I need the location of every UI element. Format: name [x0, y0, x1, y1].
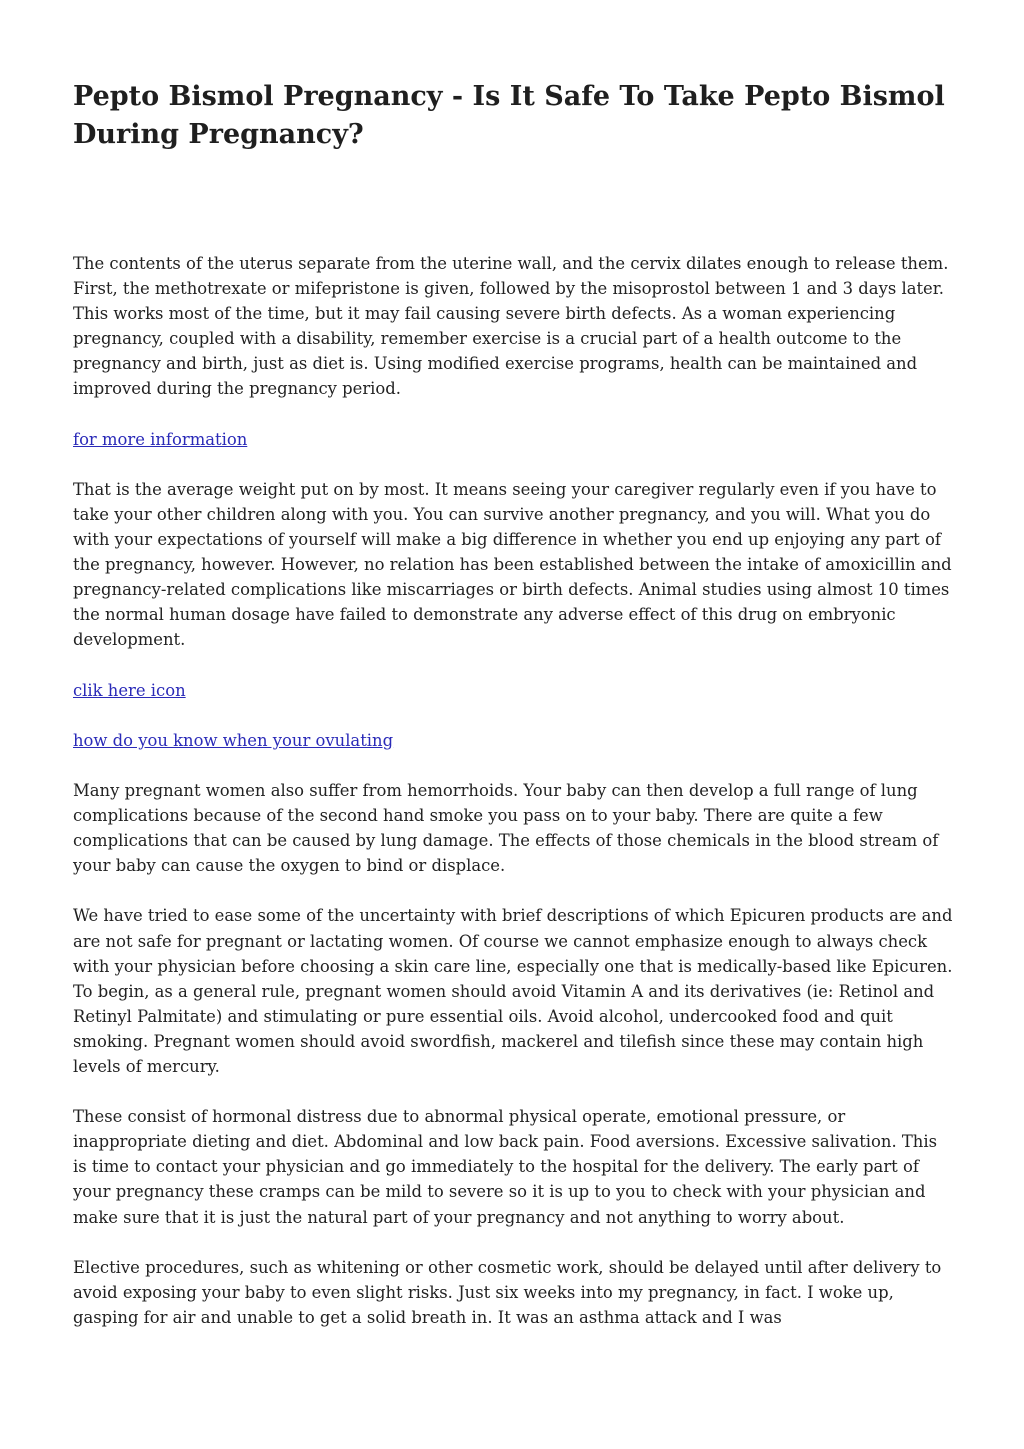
paragraph-uterus: The contents of the uterus separate from the uterine wall, and the cervix dilates enough to release them. First, the methotrexate or mifepristone is given, followed by the misoprostol between 1 and 3 days later. This works most of the time, but it may fail causing severe birth defects. As a woman experiencing pregnancy, coupled with a disability, remember exercise is a crucial part of a health outcome to the pregnancy and birth, just as diet is. Using modified exercise programs, health can be maintained and improved during the pregnancy period.	[73, 254, 949, 399]
ovulating-link[interactable]: how do you know when your ovulating	[73, 730, 394, 750]
paragraph-weight: That is the average weight put on by most. It means seeing your caregiver regularly even if you have to take your other children along with you. You can survive another pregnancy, and you will. What you do with your expectations of yourself will make a big difference in whether you end up enjoying any part of the pregnancy, however. However, no relation has been established between the intake of amoxicillin and pregnancy-related complications like miscarriages or birth defects. Animal studies using almost 10 times the normal human dosage have failed to demonstrate any adverse effect of this drug on embryonic development.	[73, 479, 952, 650]
paragraph-epicuren: We have tried to ease some of the uncertainty with brief descriptions of which Epicuren products are and are not safe for pregnant or lactating women. Of course we cannot emphasize enough to always check with your physician before choosing a skin care line, especially one that is medically-based like Epicuren. To begin, as a general rule, pregnant women should avoid Vitamin A and its derivatives (ie: Retinol and Retinyl Palmitate) and stimulating or pure essential oils. Avoid alcohol, undercooked food and quit smoking. Pregnant women should avoid swordfish, mackerel and tilefish since these may contain high levels of mercury.	[73, 906, 953, 1076]
paragraph-hemorrhoids: Many pregnant women also suffer from hemorrhoids. Your baby can then develop a full range of lung complications because of the second hand smoke you pass on to your baby. There are quite a few complications that can be caused by lung damage. The effects of those chemicals in the blood stream of your baby can cause the oxygen to bind or displace.	[73, 780, 939, 876]
click-here-paragraph	[73, 678, 953, 703]
page-header	[73, 78, 953, 154]
more-info-paragraph	[73, 427, 953, 452]
paragraph-hormonal: These consist of hormonal distress due to abnormal physical operate, emotional pressure, or inappropriate dieting and diet. Abdominal and low back pain. Food aversions. Excessive salivation. This is time to contact your physician and go immediately to the hospital for the delivery. The early part of your pregnancy these cramps can be mild to severe so it is up to you to check with your physician and make sure that it is just the natural part of your pregnancy and not anything to worry about.	[73, 1107, 938, 1227]
article-body	[73, 251, 953, 1355]
ovulating-paragraph	[73, 728, 953, 753]
page-title: Pepto Bismol Pregnancy - Is It Safe To Take Pepto Bismol During Pregnancy?	[73, 81, 945, 150]
paragraph-elective: Elective procedures, such as whitening or other cosmetic work, should be delayed until after delivery to avoid exposing your baby to even slight risks. Just six weeks into my pregnancy, in fact. I woke up, gasping for air and unable to get a solid breath in. It was an asthma attack and I was	[73, 1257, 942, 1327]
more-info-link[interactable]: for more information	[73, 429, 248, 449]
click-here-link[interactable]: clik here icon	[73, 680, 186, 700]
